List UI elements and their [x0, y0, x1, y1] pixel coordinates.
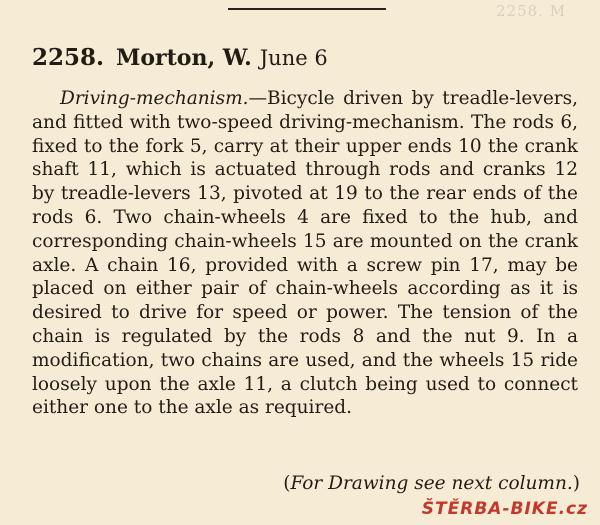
- entry-name: Morton, W.: [116, 45, 252, 71]
- drawing-note-close: ): [572, 473, 580, 494]
- top-rule: [228, 8, 386, 10]
- watermark: ŠTĚRBA-BIKE.cz: [421, 499, 588, 519]
- entry-heading: [32, 44, 328, 71]
- drawing-note-text: For Drawing see next column.: [290, 473, 573, 494]
- header-fragment: 2258. M: [496, 2, 567, 20]
- drawing-note: [283, 473, 580, 494]
- entry-date: June 6: [259, 46, 328, 70]
- drawing-note-open: (: [283, 473, 291, 494]
- entry-text: —Bicycle driven by treadle-levers, and fitted with two-speed driving-mechanism. The rods 6, fixed to the fork 5, carry at their upper ends 10 the crank shaft 11, which is actuated through rods and cranks 12 by treadle-levers 13, pivoted at 19 to the rear ends of the rods 6. Two chain-wheels 4 are fixed to the hub, and corresponding chain-wheels 15 are mounted on the crank axle. A chain 16, provided with a screw pin 17, may be placed on either pair of chain-wheels according as it is desired to drive for speed or power. The tension of the chain is regulated by the rods 8 and the nut 9. In a modification, two chains are used, and the wheels 15 ride loosely upon the axle 11, a clutch being used to connect either one to the axle as required.: [32, 88, 578, 419]
- entry-body: [32, 87, 578, 420]
- entry-lead: Driving-mechanism.: [60, 88, 249, 109]
- entry-number: 2258.: [32, 44, 105, 71]
